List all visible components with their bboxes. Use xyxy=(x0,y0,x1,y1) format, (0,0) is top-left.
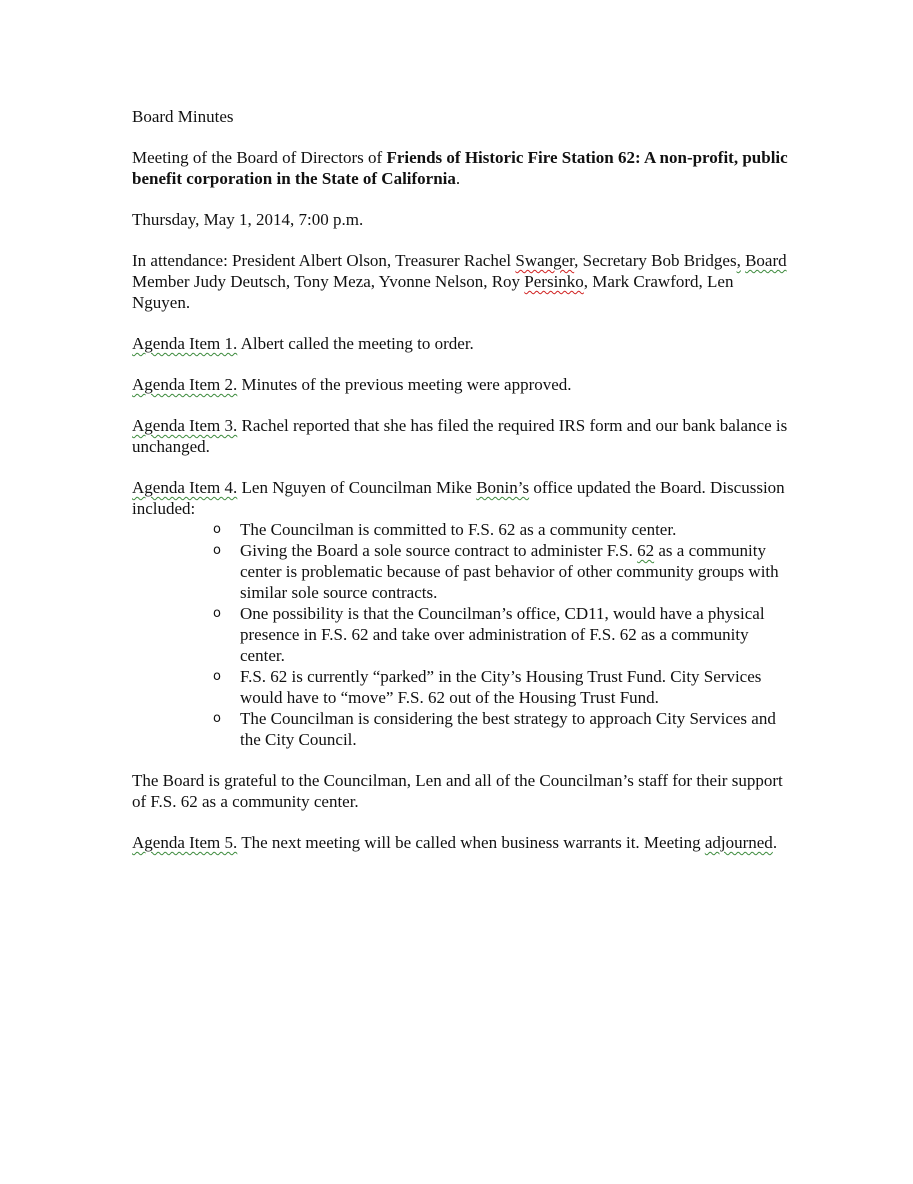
gratitude-paragraph: The Board is grateful to the Councilman, Len and all of the Councilman’s staff for their support of F.S. 62 as a community center. xyxy=(132,771,783,811)
list-item-text: Giving the Board a sole source contract to administer F.S. xyxy=(240,541,638,560)
list-item-text: The Councilman is committed to F.S. 62 as a community center. xyxy=(240,520,677,539)
organization-name: Friends of Historic Fire Station 62: A non-profit, public benefit corporation in the State of California xyxy=(132,148,788,188)
agenda-item-text: . xyxy=(772,833,778,852)
meeting-date: Thursday, May 1, 2014, 7:00 p.m. xyxy=(132,210,364,229)
attendance-text: In attendance: President Albert Olson, Treasurer Rachel xyxy=(132,251,516,270)
agenda-item-label: Agenda Item 4. xyxy=(132,478,238,497)
meeting-end: . xyxy=(455,169,461,188)
bullet-circle-icon: o xyxy=(213,543,221,558)
agenda-item-text: The next meeting will be called when business warrants it. Meeting xyxy=(237,833,705,852)
agenda-item-label: Agenda Item 1. xyxy=(132,334,238,353)
list-item xyxy=(213,603,792,666)
agenda-item-3 xyxy=(132,415,792,457)
list-item xyxy=(213,540,792,603)
document-page xyxy=(132,106,792,873)
bullet-circle-icon: o xyxy=(213,711,221,726)
bullet-circle-icon: o xyxy=(213,606,221,621)
attendance-text: , Secretary Bob Bridges xyxy=(574,251,737,270)
document-title: Board Minutes xyxy=(132,107,234,126)
grammar-flag-adjourned: adjourned xyxy=(704,833,773,852)
agenda-item-text: Minutes of the previous meeting were approved. xyxy=(237,375,572,394)
attendance-text: Member Judy Deutsch, Tony Meza, Yvonne Nelson, Roy xyxy=(132,272,525,291)
agenda-item-text: Len Nguyen of Councilman Mike xyxy=(237,478,477,497)
agenda-item-4 xyxy=(132,477,792,519)
attendance-paragraph xyxy=(132,250,792,313)
meeting-description xyxy=(132,147,792,189)
agenda-item-5 xyxy=(132,832,792,853)
agenda-item-text: office updated the Board. Discussion included: xyxy=(132,478,785,518)
bullet-circle-icon: o xyxy=(213,669,221,684)
bullet-circle-icon: o xyxy=(213,522,221,537)
list-item-text: The Councilman is considering the best strategy to approach City Services and the City Council. xyxy=(240,709,776,749)
grammar-flag-bonin: Bonin’s xyxy=(476,478,530,497)
agenda-item-label: Agenda Item 3. xyxy=(132,416,238,435)
list-item xyxy=(213,708,792,750)
list-item xyxy=(213,666,792,708)
agenda-item-text: Albert called the meeting to order. xyxy=(237,334,474,353)
spelling-flag-swanger: Swanger xyxy=(515,251,575,270)
agenda-item-label: Agenda Item 5. xyxy=(132,833,238,852)
attendance-text: , Mark Crawford, Len Nguyen. xyxy=(132,272,734,312)
list-item-text: as a community center is problematic because of past behavior of other community groups with similar sole source contracts. xyxy=(240,541,779,602)
grammar-flag-comma: , xyxy=(736,251,741,270)
discussion-list xyxy=(132,519,792,750)
agenda-item-label: Agenda Item 2. xyxy=(132,375,238,394)
agenda-item-2 xyxy=(132,374,792,395)
list-item xyxy=(213,519,792,540)
agenda-item-text: Rachel reported that she has filed the required IRS form and our bank balance is unchanged. xyxy=(132,416,788,456)
agenda-item-1 xyxy=(132,333,792,354)
grammar-flag-62: 62 xyxy=(637,541,655,560)
list-item-text: F.S. 62 is currently “parked” in the City’s Housing Trust Fund. City Services would have to “move” F.S. 62 out of the Housing Trust Fund. xyxy=(240,667,762,707)
grammar-flag-board: Board xyxy=(745,251,787,270)
spelling-flag-persinko: Persinko xyxy=(524,272,584,291)
list-item-text: One possibility is that the Councilman’s office, CD11, would have a physical presence in F.S. 62 and take over administration of F.S. 62 as a community center. xyxy=(240,604,765,665)
meeting-intro: Meeting of the Board of Directors of xyxy=(132,148,387,167)
